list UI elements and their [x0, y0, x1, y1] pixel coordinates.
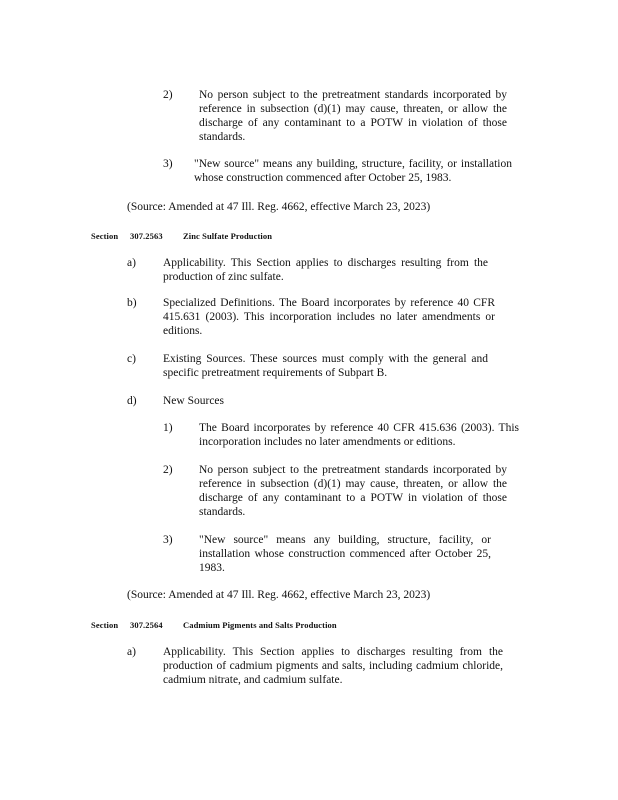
item-number: 1): [163, 422, 173, 434]
section-label: Section: [91, 620, 119, 630]
item-text: No person subject to the pretreatment standards incorporated by reference in subsection (d)(1) may cause, threaten, or allow the discharge of any contaminant to a POTW in violation of those standards.: [199, 89, 507, 143]
item-number: 2): [163, 89, 173, 101]
section-title: Zinc Sulfate Production: [183, 231, 273, 241]
item-number: b): [127, 297, 137, 309]
source-note: (Source: Amended at 47 Ill. Reg. 4662, effective March 23, 2023): [127, 201, 431, 213]
item-text: Specialized Definitions. The Board incorporates by reference 40 CFR 415.631 (2003). This incorporation includes no later amendments or editions.: [163, 297, 495, 337]
item-number: a): [127, 646, 136, 658]
item-number: 3): [163, 158, 173, 170]
item-text: New Sources: [163, 395, 224, 407]
section-heading: [0, 229, 618, 241]
item-text: Applicability. This Section applies to discharges resulting from the production of zinc sulfate.: [163, 257, 488, 283]
item-number: a): [127, 257, 136, 269]
item-text: "New source" means any building, structure, facility, or installation whose construction commenced after October 25, 1983.: [199, 534, 491, 574]
item-text: Applicability. This Section applies to discharges resulting from the production of cadmium pigments and salts, including cadmium chloride, cadmium nitrate, and cadmium sulfate.: [163, 646, 503, 686]
source-note: (Source: Amended at 47 Ill. Reg. 4662, effective March 23, 2023): [127, 589, 431, 601]
item-number: 3): [163, 534, 173, 546]
section-label: Section: [91, 231, 119, 241]
item-number: d): [127, 395, 137, 407]
item-number: 2): [163, 464, 173, 476]
item-text: Existing Sources. These sources must comply with the general and specific pretreatment requirements of Subpart B.: [163, 353, 488, 379]
item-number: c): [127, 353, 136, 365]
section-title: Cadmium Pigments and Salts Production: [183, 620, 337, 630]
item-text: "New source" means any building, structure, facility, or installation whose construction commenced after October 25, 1983.: [194, 158, 512, 184]
item-text: No person subject to the pretreatment standards incorporated by reference in subsection (d)(1) may cause, threaten, or allow the discharge of any contaminant to a POTW in violation of those standards.: [199, 464, 507, 518]
section-heading: [0, 618, 618, 630]
section-number: 307.2564: [130, 620, 163, 630]
item-text: The Board incorporates by reference 40 CFR 415.636 (2003). This incorporation includes no later amendments or editions.: [199, 422, 519, 448]
section-number: 307.2563: [130, 231, 163, 241]
